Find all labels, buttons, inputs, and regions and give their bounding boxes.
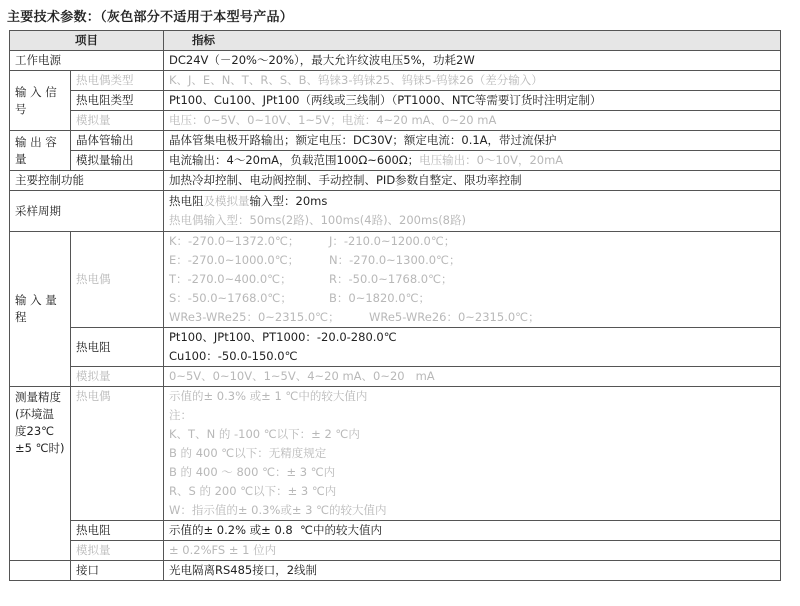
table-row	[10, 171, 781, 191]
range-rtd-line: Cu100：-50.0-150.0℃	[169, 349, 298, 363]
accuracy-tc-list	[169, 387, 775, 520]
power-value: DC24V（－20%～20%），最大允许纹波电压5%，功耗2W	[164, 51, 781, 71]
tc-type-label: 热电偶类型	[71, 71, 164, 91]
output-capacity-label: 输 出 容 量	[10, 131, 71, 171]
analog-output-current: 电流输出：4～20mA，负载范围100Ω~600Ω；	[169, 153, 420, 167]
table-header	[10, 31, 781, 51]
accuracy-analog-label: 模拟量	[71, 541, 164, 561]
range-tc-row	[169, 289, 775, 308]
analog-input-label: 模拟量	[71, 111, 164, 131]
table-row	[10, 561, 781, 581]
range-tc-item: K：-270.0~1372.0℃；	[169, 234, 300, 248]
table-row	[10, 191, 781, 232]
range-tc-item: B：0~1820.0℃；	[329, 291, 430, 305]
comm-interface-label: 接口	[71, 561, 164, 581]
accuracy-tc-line: 注：	[169, 408, 192, 422]
table-row	[10, 91, 781, 111]
analog-output-label: 模拟量输出	[71, 151, 164, 171]
range-tc-row	[169, 270, 775, 289]
range-tc-item: T：-270.0~400.0℃；	[169, 272, 292, 286]
range-tc-item: N：-270.0~1300.0℃；	[329, 253, 461, 267]
range-tc-label: 热电偶	[71, 232, 164, 328]
tc-type-value: K、J、E、N、T、R、S、B、钨铼3-钨铼25、钨铼5-钨铼26（差分输入）	[164, 71, 781, 91]
rtd-type-value: Pt100、Cu100、JPt100（两线或三线制）（PT1000、NTC等需要订货时注明定制）	[164, 91, 781, 111]
table-row	[10, 521, 781, 541]
rtd-type-label: 热电阻类型	[71, 91, 164, 111]
table-row	[10, 131, 781, 151]
transistor-output-label: 晶体管输出	[71, 131, 164, 151]
analog-output-value	[164, 151, 781, 171]
accuracy-tc-label: 热电偶	[71, 387, 164, 521]
range-analog-value: 0~5V、0~10V、1~5V、4~20 mA、0~20 mA	[164, 367, 781, 387]
range-tc-item: WRe3-WRe25：0~2315.0℃；	[169, 310, 340, 324]
table-row	[10, 541, 781, 561]
accuracy-rtd-value: 示值的± 0.2% 或± 0.8 ℃中的较大值内	[164, 521, 781, 541]
table-row	[10, 328, 781, 367]
sampling-label: 采样周期	[10, 191, 164, 232]
sampling-rtd-period: 输入型：20ms	[249, 194, 328, 208]
table-row	[10, 71, 781, 91]
range-tc-item: S：-50.0~1768.0℃；	[169, 291, 292, 305]
analog-input-value: 电压：0~5V、0~10V、1~5V；电流：4~20 mA、0~20 mA	[164, 111, 781, 131]
accuracy-tc-line: B 的 400 ～ 800 ℃：± 3 ℃内	[169, 465, 336, 479]
table-row	[10, 111, 781, 131]
sampling-and: 及	[203, 194, 215, 208]
accuracy-tc-line: K、T、N 的 -100 ℃以下：± 2 ℃内	[169, 427, 360, 441]
sampling-value	[164, 191, 781, 232]
range-tc-row	[169, 232, 775, 251]
range-tc-item: WRe5-WRe26：0~2315.0℃；	[369, 310, 540, 324]
table-row	[10, 367, 781, 387]
control-value: 加热冷却控制、电动阀控制、手动控制、PID参数自整定、限功率控制	[164, 171, 781, 191]
analog-output-voltage: 电压输出：0～10V，20mA	[419, 153, 564, 167]
sampling-analog: 模拟量	[215, 194, 250, 208]
input-signal-label: 输 入 信 号	[10, 71, 71, 131]
range-rtd-value	[164, 328, 781, 367]
range-analog-label: 模拟量	[71, 367, 164, 387]
range-rtd-line: Pt100、JPt100、PT1000：-20.0-280.0℃	[169, 330, 397, 344]
range-tc-item: E：-270.0~1000.0℃；	[169, 253, 300, 267]
accuracy-tc-line: B 的 400 ℃以下：无精度规定	[169, 446, 327, 460]
spec-table	[9, 30, 781, 581]
accuracy-tc-value	[164, 387, 781, 521]
accuracy-label: 测量精度(环境温度23℃±5 ℃时)	[10, 387, 71, 561]
accuracy-tc-line: W：指示值的± 0.3%或± 3 ℃的较大值内	[169, 503, 387, 517]
comm-interface-value: 光电隔离RS485接口，2线制	[164, 561, 781, 581]
accuracy-rtd-label: 热电阻	[71, 521, 164, 541]
page-title: 主要技术参数：（灰色部分不适用于本型号产品）	[7, 10, 294, 25]
table-row	[10, 387, 781, 521]
table-row	[10, 151, 781, 171]
input-range-label: 输 入 量 程	[10, 232, 71, 387]
range-tc-item: J：-210.0~1200.0℃；	[329, 234, 456, 248]
range-tc-row	[169, 251, 775, 270]
accuracy-tc-line: R、S 的 200 ℃以下：± 3 ℃内	[169, 484, 337, 498]
range-tc-value	[164, 232, 781, 328]
range-tc-row	[169, 308, 775, 327]
table-row	[10, 232, 781, 328]
accuracy-tc-line: 示值的± 0.3% 或± 1 ℃中的较大值内	[169, 389, 368, 403]
accuracy-analog-value: ± 0.2%FS ± 1 位内	[164, 541, 781, 561]
table-row	[10, 51, 781, 71]
power-label: 工作电源	[10, 51, 164, 71]
comm-label	[10, 561, 71, 581]
sampling-rtd: 热电阻	[169, 194, 204, 208]
header-spec: 指标	[164, 31, 781, 51]
sampling-tc-period: 热电偶输入型：50ms(2路)、100ms(4路)、200ms(8路)	[169, 213, 466, 227]
range-tc-list	[169, 232, 775, 327]
control-label: 主要控制功能	[10, 171, 164, 191]
header-item: 项目	[10, 31, 164, 51]
range-rtd-label: 热电阻	[71, 328, 164, 367]
range-tc-item: R：-50.0~1768.0℃；	[329, 272, 453, 286]
transistor-output-value: 晶体管集电极开路输出；额定电压：DC30V；额定电流：0.1A，带过流保护	[164, 131, 781, 151]
